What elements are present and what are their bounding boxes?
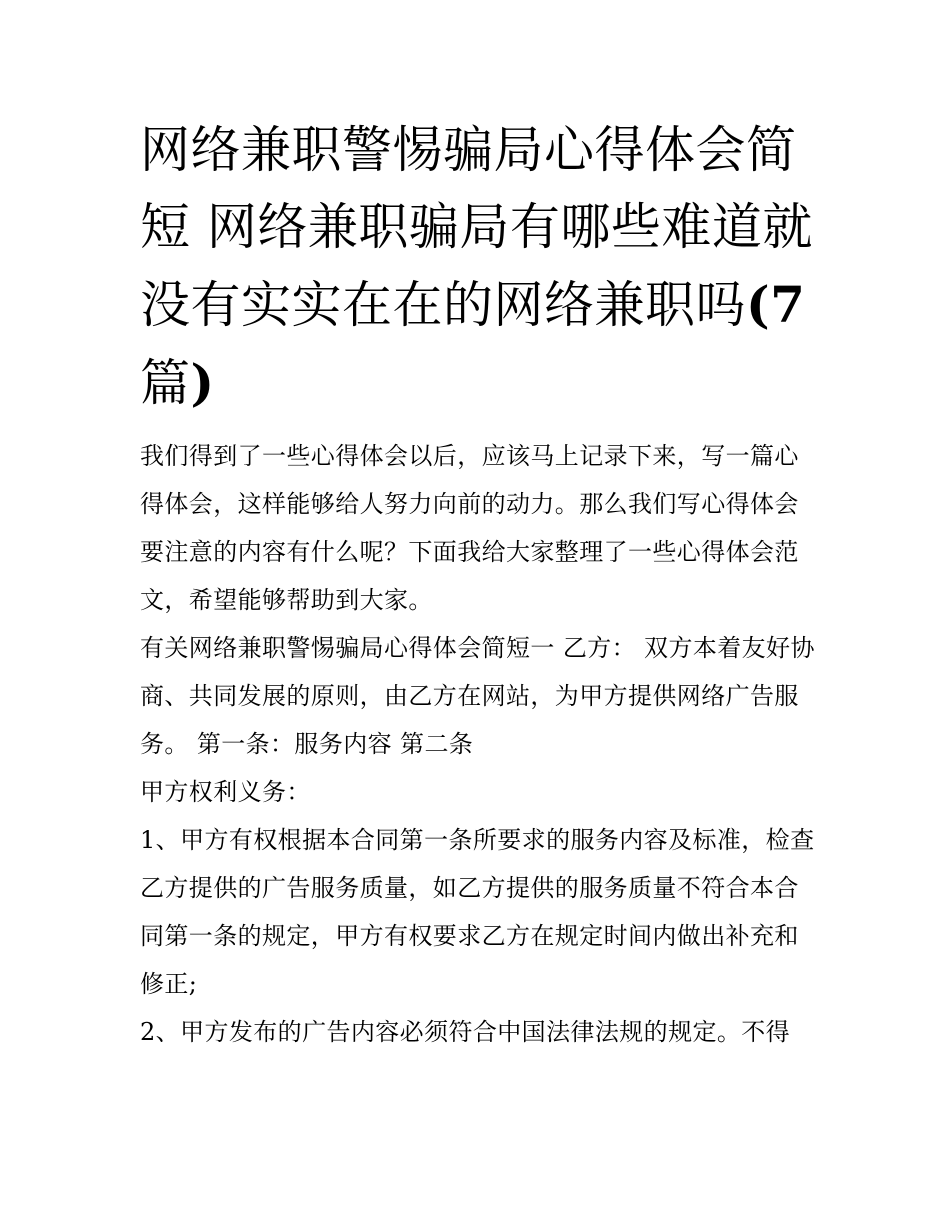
title-line-1: 网络兼职警惕骗局心得体会简 <box>140 121 797 179</box>
document-title <box>140 112 820 422</box>
party-a-heading: 甲方权利义务： <box>140 778 311 806</box>
clause-1-paragraph: 1、甲方有权根据本合同第一条所要求的服务内容及标准，检查乙方提供的广告服务质量，如乙方提供的服务质量不符合本合同第一条的规定，甲方有权要求乙方在规定时间内做出补充和修正; <box>140 826 815 998</box>
contract-intro-paragraph: 有关网络兼职警惕骗局心得体会简短一 乙方： 双方本着友好协商、共同发展的原则，由乙方在网站，为甲方提供网络广告服务。 第一条：服务内容 第二条 <box>140 634 815 758</box>
clause-2-paragraph: 2、甲方发布的广告内容必须符合中国法律法规的规定。不得 <box>140 1018 791 1046</box>
document-body <box>140 432 820 1056</box>
title-line-4: 篇 <box>140 354 191 412</box>
title-line-2: 短 网络兼职骗局有哪些难道就 <box>140 198 813 256</box>
title-count-open: (7 <box>746 275 806 334</box>
intro-paragraph: 我们得到了一些心得体会以后，应该马上记录下来，写一篇心得体会，这样能够给人努力向前的动力。那么我们写心得体会要注意的内容有什么呢？下面我给大家整理了一些心得体会范文，希望能够帮助到大家。 <box>140 442 799 614</box>
title-line-3: 没有实实在在的网络兼职吗 <box>140 276 746 334</box>
title-count-close: ) <box>190 353 215 412</box>
